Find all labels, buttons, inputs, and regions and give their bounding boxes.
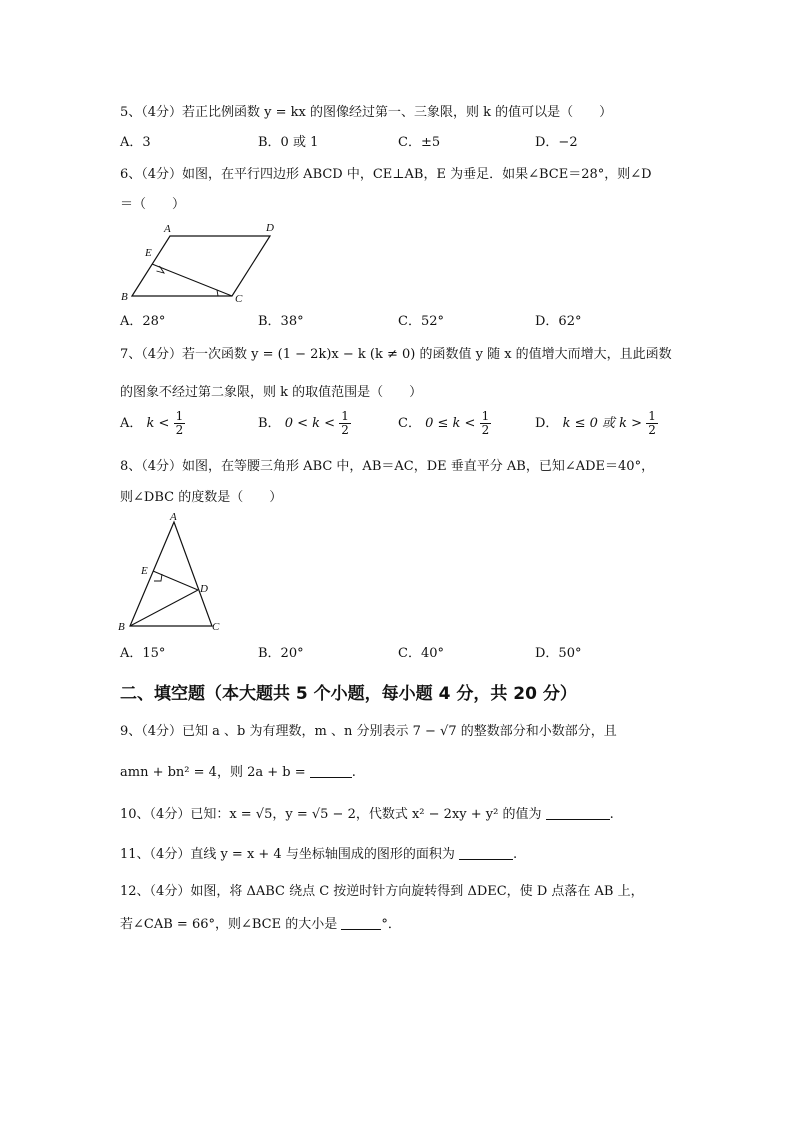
q8-option-b: B．20°: [258, 646, 304, 661]
q8-option-d: D．50°: [535, 646, 582, 661]
q6-label-e: E: [145, 247, 152, 259]
q11-text: 11、（4分）直线 y = x + 4 与坐标轴围成的图形的面积为: [120, 847, 455, 862]
q9-line2-text: amn + bn² = 4，则 2a + b =: [120, 765, 306, 780]
q6-label-d: D: [266, 222, 274, 234]
q8-stem-line2: 则∠DBC 的度数是（ ）: [120, 490, 283, 505]
fraction-one-half: [646, 410, 658, 437]
q7-option-c-letter: C．: [398, 416, 421, 431]
q12-line2-text: 若∠CAB = 66°，则∠BCE 的大小是: [120, 917, 338, 932]
q8-label-e: E: [141, 565, 148, 577]
q6-option-d: D．62°: [535, 314, 582, 329]
fraction-one-half: [480, 410, 492, 437]
frac-den: 2: [341, 423, 349, 437]
q12-line1: 12、（4分）如图，将 ΔABC 绕点 C 按逆时针方向旋转得到 ΔDEC，使 D 点落在 AB 上，: [120, 884, 644, 899]
q7-stem-line2: 的图象不经过第二象限，则 k 的取值范围是（ ）: [120, 385, 423, 400]
q11-answer-blank[interactable]: [459, 847, 513, 860]
q6-label-b: B: [121, 291, 128, 303]
q7-option-b-expr: 0 < k <: [284, 416, 336, 431]
q7-option-a-letter: A．: [120, 416, 143, 431]
q8-option-c: C．40°: [398, 646, 444, 661]
q10-period: .: [609, 807, 614, 822]
q8-stem-line1: 8、（4分）如图，在等腰三角形 ABC 中，AB＝AC，DE 垂直平分 AB，已知∠ADE＝40°，: [120, 459, 655, 474]
q7-stem-line1: 7、（4分）若一次函数 y = (1 − 2k)x − k (k ≠ 0) 的函数值 y 随 x 的值增大而增大，且此函数: [120, 347, 672, 362]
q6-stem-line2: ＝（ ）: [120, 197, 186, 212]
q11-line: [120, 846, 517, 864]
frac-den: 2: [175, 423, 184, 437]
q10-text: 10、（4分）已知：x = √5，y = √5 − 2，代数式 x² − 2xy + y² 的值为: [120, 807, 542, 822]
q5-stem: 5、（4分）若正比例函数 y = kx 的图像经过第一、三象限，则 k 的值可以是（ ）: [120, 105, 613, 120]
q9-period: .: [351, 765, 356, 780]
q7-option-d-expr: k ≤ 0 或 k >: [562, 416, 643, 431]
frac-num: 1: [175, 409, 184, 423]
q7-option-b-letter: B．: [258, 416, 281, 431]
q7-option-a: [120, 410, 185, 437]
q12-line2: [120, 916, 401, 934]
q5-option-d: D．−2: [535, 135, 578, 150]
q6-option-a: A．28°: [120, 314, 166, 329]
q7-option-d-letter: D．: [535, 416, 559, 431]
q7-option-a-expr: k <: [146, 416, 170, 431]
q7-option-c: [398, 410, 491, 437]
frac-num: 1: [481, 409, 490, 423]
q5-option-a: A．3: [120, 135, 151, 150]
q5-option-c: C．±5: [398, 135, 441, 150]
q8-triangle-figure: [112, 510, 232, 638]
q12-answer-blank[interactable]: [341, 917, 381, 930]
q7-option-c-expr: 0 ≤ k <: [425, 416, 476, 431]
q8-option-a: A．15°: [120, 646, 166, 661]
fraction-one-half: [174, 410, 186, 437]
q7-option-d: [535, 410, 658, 437]
q5-option-b: B．0 或 1: [258, 135, 319, 150]
frac-den: 2: [481, 423, 490, 437]
q9-answer-blank[interactable]: [310, 765, 352, 778]
q8-label-d: D: [200, 583, 208, 595]
frac-num: 1: [341, 409, 349, 423]
q6-option-c: C．52°: [398, 314, 444, 329]
frac-num: 1: [648, 409, 656, 423]
q7-option-b: [258, 410, 351, 437]
q10-answer-blank[interactable]: [546, 807, 610, 820]
q9-line1: 9、（4分）已知 a 、b 为有理数，m 、n 分别表示 7 − √7 的整数部分和小数部分，且: [120, 724, 617, 739]
q10-line: [120, 806, 614, 824]
q6-option-b: B．38°: [258, 314, 304, 329]
fraction-one-half: [339, 410, 351, 437]
q6-label-c: C: [235, 293, 243, 305]
q12-degree-suffix: °．: [381, 917, 401, 932]
section-title-fill-in: 二、填空题（本大题共 5 个小题，每小题 4 分，共 20 分）: [120, 684, 577, 704]
q11-period: .: [512, 847, 518, 862]
q6-parallelogram-figure: [112, 218, 282, 308]
q8-label-a: A: [170, 511, 177, 523]
q9-line2: [120, 764, 356, 782]
q6-label-a: A: [164, 223, 171, 235]
q6-stem-line1: 6、（4分）如图，在平行四边形 ABCD 中，CE⊥AB，E 为垂足．如果∠BCE＝28°，则∠D: [120, 167, 652, 182]
q8-label-c: C: [212, 621, 220, 633]
q8-label-b: B: [118, 621, 125, 633]
frac-den: 2: [648, 423, 656, 437]
